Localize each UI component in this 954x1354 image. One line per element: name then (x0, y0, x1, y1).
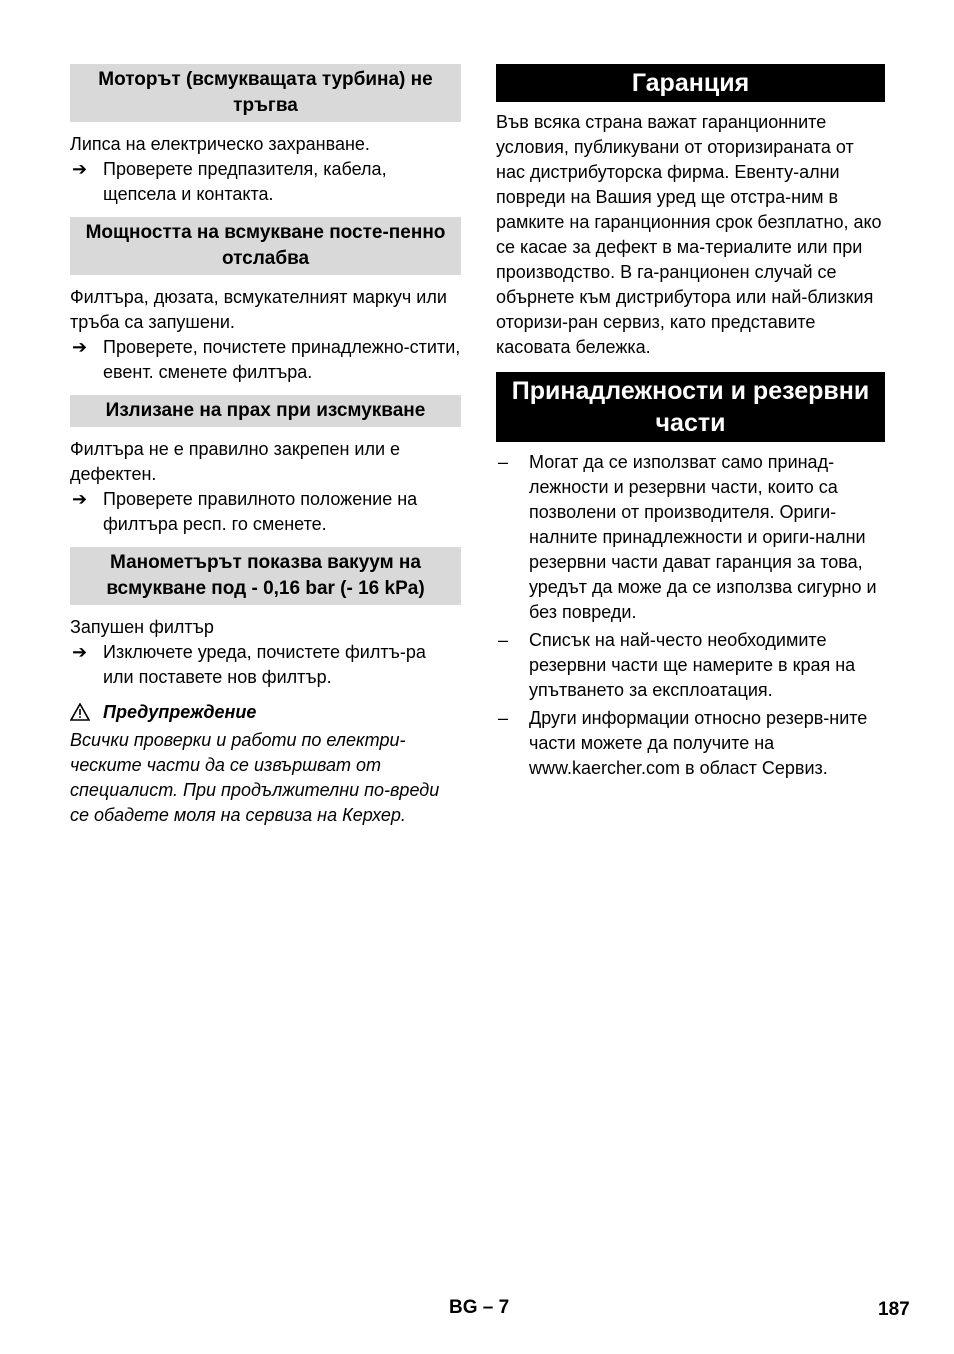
action-item (70, 335, 461, 385)
action-text: Изключете уреда, почистете филтъ-ра или поставете нов филтър. (103, 642, 426, 687)
list-item-text: Други информации относно резерв-ните части можете да получите на www.kaercher.com в област Сервиз. (529, 708, 868, 778)
arrow-right-icon: ➔ (72, 642, 88, 662)
section-heading: Мощността на всмукване посте-пенно отслабва (70, 217, 461, 275)
action-text: Проверете правилното положение на филтъра респ. го сменете. (103, 489, 418, 534)
guarantee-heading: Гаранция (496, 64, 885, 102)
left-column (70, 64, 461, 828)
list-item (496, 628, 885, 703)
section-heading: Моторът (всмукващата турбина) не тръгва (70, 64, 461, 122)
warning-triangle-icon (70, 703, 90, 721)
warning-title-text: Предупреждение (103, 702, 257, 722)
cause-text: Запушен филтър (70, 617, 214, 637)
list-item-text: Могат да се използват само принад-лежности и резервни части, които са позволени от производителя. Ориги-налните принадлежности и ориги-нални резервни части дават гаранция за това, уредът да може да се използва сигурно и без повреди. (529, 452, 877, 622)
arrow-right-icon: ➔ (72, 489, 88, 509)
list-item (496, 706, 885, 781)
dash-bullet: – (498, 452, 509, 472)
footer-page-number: 187 (878, 1299, 910, 1320)
arrow-right-icon: ➔ (72, 159, 88, 179)
right-column (496, 64, 885, 784)
warning-title (70, 700, 461, 725)
accessories-heading: Принадлежности и резервни части (496, 372, 885, 442)
action-text: Проверете, почистете принадлежно-стити, евент. сменете филтъра. (103, 337, 461, 382)
arrow-right-icon: ➔ (72, 337, 88, 357)
footer-language-page: BG – 7 (449, 1297, 510, 1318)
section-heading: Излизане на прах при изсмукване (70, 395, 461, 427)
list-item (496, 450, 885, 625)
list-item-text: Списък на най-често необходимите резервни части ще намерите в края на упътването за експлоатация. (529, 630, 856, 700)
action-item (70, 640, 461, 690)
dash-bullet: – (498, 708, 509, 728)
guarantee-text: Във всяка страна важат гаранционните условия, публикувани от оторизираната от нас дистрибуторска фирма. Евенту-ални повреди на Вашия уред ще отстра-ним в рамките на гаранционния срок безплатно, ако се касае за дефект в ма-териалите или при производство. В га-ранционен случай се обърнете към дистрибутора или най-близкия оторизи-ран сервиз, като представите касовата бележка. (496, 112, 882, 357)
warning-text: Всички проверки и работи по електри-ческите части да се извършват от специалист. При продължителни по-вреди се обадете моля на сервиза на Керхер. (70, 730, 440, 825)
troubleshoot-dust (70, 395, 461, 537)
section-heading: Манометърът показва вакуум на всмукване под - 0,16 bar (- 16 kPa) (70, 547, 461, 605)
action-item (70, 487, 461, 537)
troubleshoot-manometer (70, 547, 461, 690)
troubleshoot-motor (70, 64, 461, 207)
cause-text: Липса на електрическо захранване. (70, 134, 370, 154)
cause-text: Филтъра, дюзата, всмукателният маркуч или тръба са запушени. (70, 287, 447, 332)
cause-text: Филтъра не е правилно закрепен или е дефектен. (70, 439, 401, 484)
dash-bullet: – (498, 630, 509, 650)
troubleshoot-suction-power (70, 217, 461, 385)
action-item (70, 157, 461, 207)
action-text: Проверете предпазителя, кабела, щепсела и контакта. (103, 159, 387, 204)
